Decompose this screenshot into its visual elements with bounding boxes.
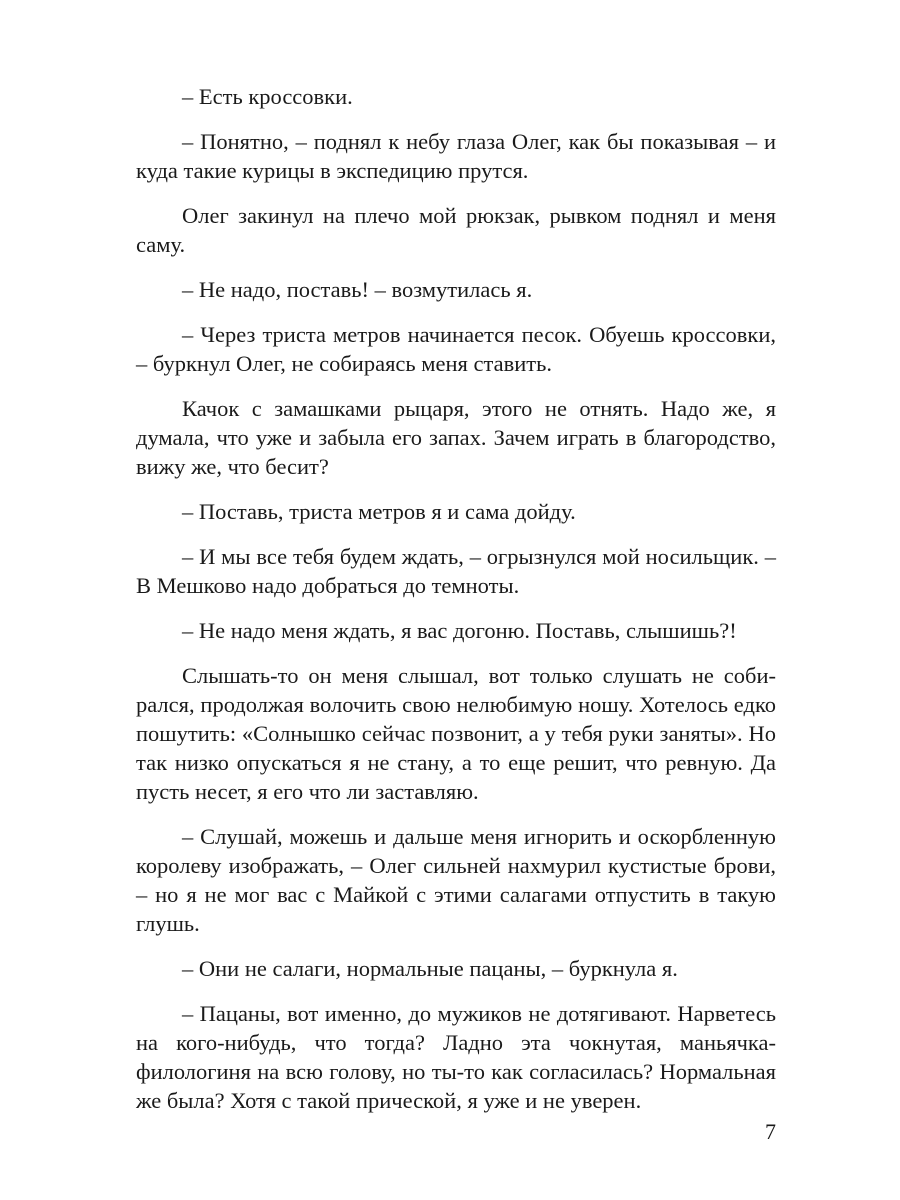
paragraph-10: Слышать-то он меня слышал, вот только слушать не собирался, продолжая волочить свою нелюбимую ношу. Хотелось едко пошутить: «Солнышко сейчас позвонит, а у тебя руки заняты». Но так низко опускаться я не стану, а то еще решит, что ревную. Да пусть несет, я его что ли заставляю. [136, 663, 776, 804]
paragraph-5: – Через триста метров начинается песок. Обуешь кроссовки, – буркнул Олег, не собираясь меня ставить. [136, 322, 776, 376]
paragraph-7: – Поставь, триста метров я и сама дойду. [182, 499, 576, 524]
paragraph-11: – Слушай, можешь и дальше меня игнорить и оскорбленную королеву изображать, – Олег сильней нахмурил кустистые брови, – но я не мог вас с Майкой с этими салагами отпустить в такую глушь. [136, 824, 776, 936]
paragraph-9: – Не надо меня ждать, я вас догоню. Поставь, слышишь?! [182, 618, 737, 643]
paragraph-8: – И мы все тебя будем ждать, – огрызнулся мой носильщик. – В Мешково надо добраться до темноты. [136, 544, 776, 598]
paragraph-2: – Понятно, – поднял к небу глаза Олег, как бы показывая – и куда такие курицы в экспедицию прутся. [136, 129, 776, 183]
page-number: 7 [765, 1119, 776, 1144]
paragraph-6: Качок с замашками рыцаря, этого не отнять. Надо же, я думала, что уже и забыла его запах. Зачем играть в благородство, вижу же, что бесит? [136, 396, 776, 479]
paragraph-12: – Они не салаги, нормальные пацаны, – буркнула я. [182, 956, 678, 981]
paragraph-13: – Пацаны, вот именно, до мужиков не дотягивают. Нарветесь на кого-нибудь, что тогда? Ладно эта чокнутая, маньячка-филологиня на всю голову, но ты-то как согласилась? Нормальная же была? Хотя с такой прической, я уже и не уверен. [136, 1001, 776, 1113]
paragraph-1: – Есть кроссовки. [182, 84, 353, 109]
body-text [136, 82, 776, 1131]
paragraph-4: – Не надо, поставь! – возмутилась я. [182, 277, 533, 302]
paragraph-3: Олег закинул на плечо мой рюкзак, рывком поднял и меня саму. [136, 203, 776, 257]
